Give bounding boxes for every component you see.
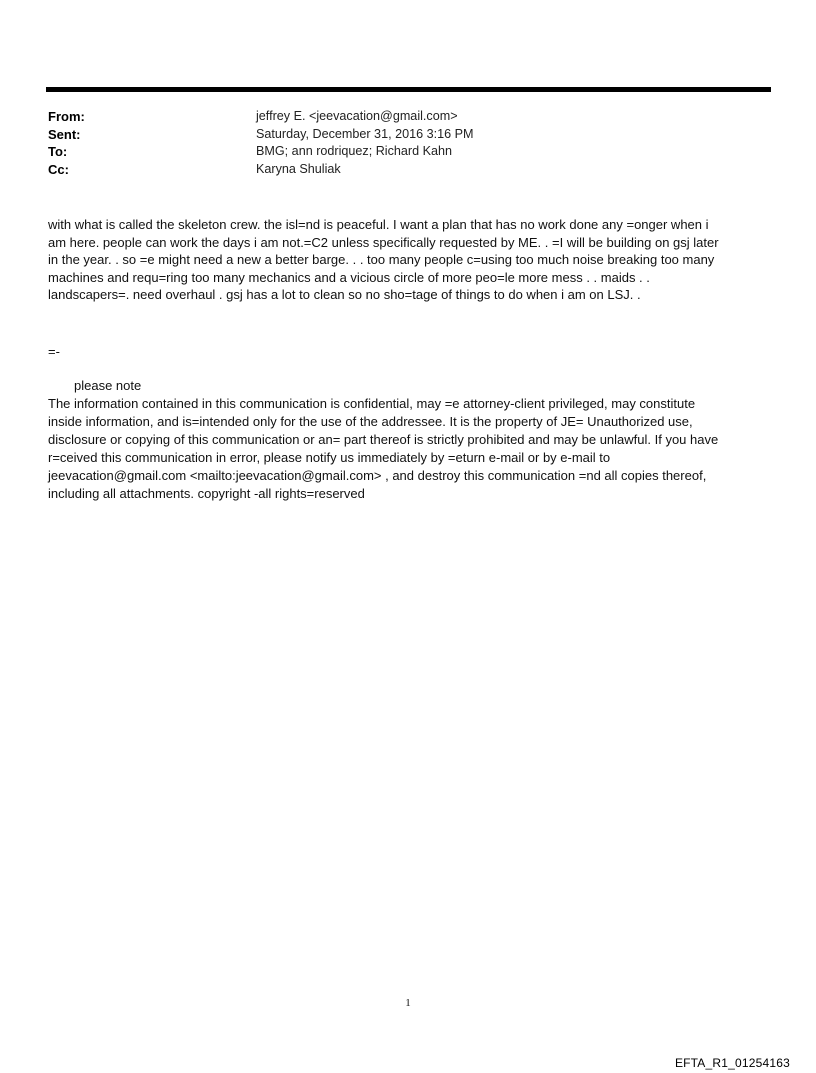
sent-value: Saturday, December 31, 2016 3:16 PM	[256, 126, 474, 141]
page-number: 1	[405, 997, 411, 1009]
to-row	[48, 143, 768, 161]
to-label: To:	[48, 144, 68, 159]
email-header	[48, 108, 768, 178]
cc-label: Cc:	[48, 161, 69, 177]
from-row	[48, 108, 768, 126]
note-heading: please note	[74, 378, 142, 393]
confidentiality-disclaimer: The information contained in this communication is confidential, may =e attorney-client privileged, may constitute inside information, and is=intended only for the use of the addressee. It is the property of JE= Unauthorized use, disclosure or copying of this communication or an= part thereof is strictly prohibited and may be unlawful. If you have r=ceived this communication in error, please notify us immediately by =eturn e-mail or by e-mail to jeevacation@gmail.com <mailto:jeevacation@gmail.com> , and destroy this communication =nd all copies thereof, including all attachments. copyright -all rights=reserved	[48, 396, 719, 501]
email-body: with what is called the skeleton crew. the isl=nd is peaceful. I want a plan that has no work done any =onger when i am here. people can work the days i am not.=C2 unless specifically requested by ME. . =I will be building on gsj later in the year. . so =e might need a new a better barge. . . too many people c=using too much noise breaking too many machines and requ=ring too many mechanics and a vicious circle of more peo=le more mess . . maids . . landscapers=. need overhaul . gsj has a lot to clean so no sho=tage of things to do when i am on LSJ. .	[48, 217, 719, 302]
sent-row	[48, 126, 768, 144]
cc-value: Karyna Shuliak	[256, 161, 341, 176]
from-label: From:	[48, 109, 85, 124]
from-value: jeffrey E. <jeevacation@gmail.com>	[256, 109, 458, 123]
bates-number: EFTA_R1_01254163	[674, 1056, 790, 1070]
body-separator: =-	[48, 344, 60, 359]
header-divider	[46, 87, 771, 92]
sent-label: Sent:	[48, 126, 81, 142]
cc-row	[48, 161, 768, 179]
to-value: BMG; ann rodriquez; Richard Kahn	[256, 144, 453, 158]
